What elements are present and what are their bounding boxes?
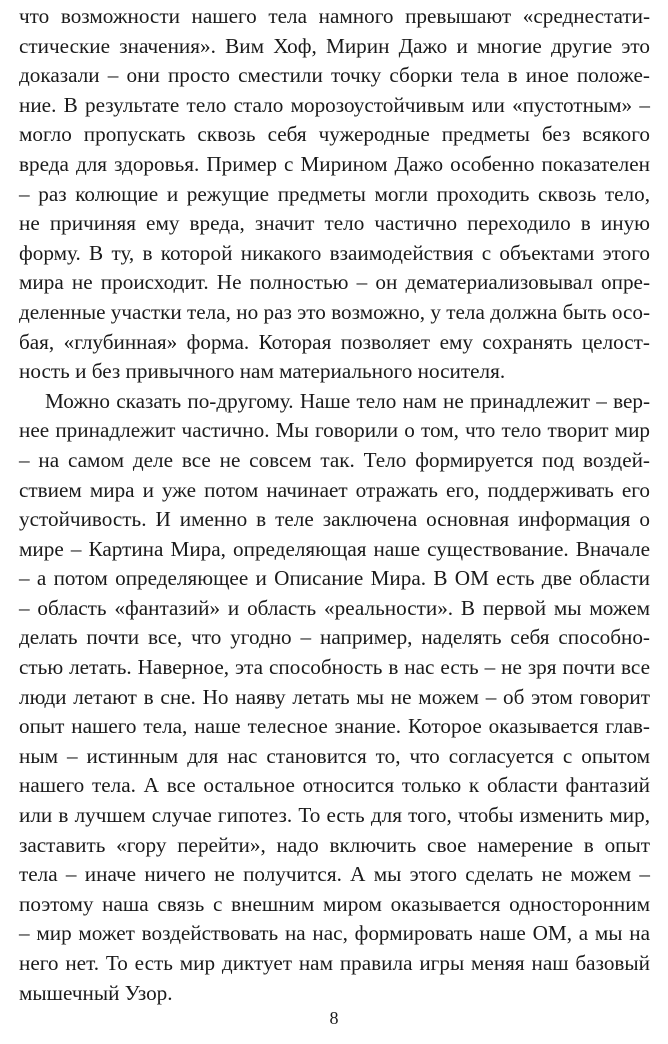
paragraph <box>19 387 650 1008</box>
page-number: 8 <box>329 1008 339 1028</box>
text-line: бая, «глубинная» форма. Которая позволяет ему сохранять целост- <box>19 329 650 354</box>
text-line: стические значения». Вим Хоф, Мирин Дажо и многие другие это <box>19 33 650 58</box>
text-line: деленные участки тела, но раз это возможно, у тела должна быть осо- <box>19 299 650 324</box>
text-line: заставить «гору перейти», надо включить свое намерение в опыт <box>19 832 650 857</box>
text-line: ность и без привычного нам материального носителя. <box>19 359 506 384</box>
text-line: что возможности нашего тела намного превышают «среднестати- <box>19 4 650 28</box>
text-line: поэтому наша связь с внешним миром оказывается односторонним <box>19 891 650 916</box>
text-line: – а потом определяющее и Описание Мира. В ОМ есть две области <box>19 566 650 591</box>
text-line: стью летать. Наверное, эта способность в нас есть – не зря почти все <box>19 655 650 680</box>
text-line: мышечный Узор. <box>19 980 173 1005</box>
text-line: – на самом деле все не совсем так. Тело формируется под воздей- <box>19 447 650 472</box>
text-line: ствием мира и уже потом начинает отражать его, поддерживать его <box>19 477 650 502</box>
text-line: люди летают в сне. Но наяву летать мы не можем – об этом говорит <box>19 684 650 709</box>
text-line: опыт нашего тела, наше телесное знание. Которое оказывается глав- <box>19 714 650 739</box>
text-line: форму. В ту, в которой никакого взаимодействия с объектами этого <box>19 240 650 265</box>
text-line: мире – Картина Мира, определяющая наше существование. Вначале <box>19 536 650 561</box>
text-line: Можно сказать по-другому. Наше тело нам не принадлежит – вер- <box>45 388 650 413</box>
text-line: тела – иначе ничего не получится. А мы этого сделать не можем – <box>19 862 650 887</box>
body-text <box>19 2 650 1008</box>
text-line: не причиняя ему вреда, значит тело частично переходило в иную <box>19 211 650 236</box>
text-line: доказали – они просто сместили точку сборки тела в иное положе- <box>19 63 650 88</box>
text-line: или в лучшем случае гипотез. То есть для того, чтобы изменить мир, <box>19 803 650 828</box>
text-line: – мир может воздействовать на нас, формировать наше ОМ, а мы на <box>19 921 650 946</box>
text-line: вреда для здоровья. Пример с Мирином Дажо особенно показателен <box>19 151 650 176</box>
text-line: нашего тела. А все остальное относится только к области фантазий <box>19 773 650 798</box>
text-line: ние. В результате тело стало морозоустойчивым или «пустотным» – <box>19 92 650 117</box>
text-line: могло пропускать сквозь себя чужеродные предметы без всякого <box>19 122 650 147</box>
text-line: устойчивость. И именно в теле заключена основная информация о <box>19 507 650 532</box>
text-line: него нет. То есть мир диктует нам правила игры меняя наш базовый <box>19 951 650 975</box>
paragraph <box>19 2 650 387</box>
text-line: – область «фантазий» и область «реальности». В первой мы можем <box>19 595 650 620</box>
text-line: ным – истинным для нас становится то, что согласуется с опытом <box>19 743 650 768</box>
text-line: делать почти все, что угодно – например, наделять себя способно- <box>19 625 650 650</box>
text-line: – раз колющие и режущие предметы могли проходить сквозь тело, <box>19 181 650 206</box>
text-line: нее принадлежит частично. Мы говорили о том, что тело творит мир <box>19 418 650 443</box>
text-line: мира не происходит. Не полностью – он дематериализовывал опре- <box>19 270 650 295</box>
